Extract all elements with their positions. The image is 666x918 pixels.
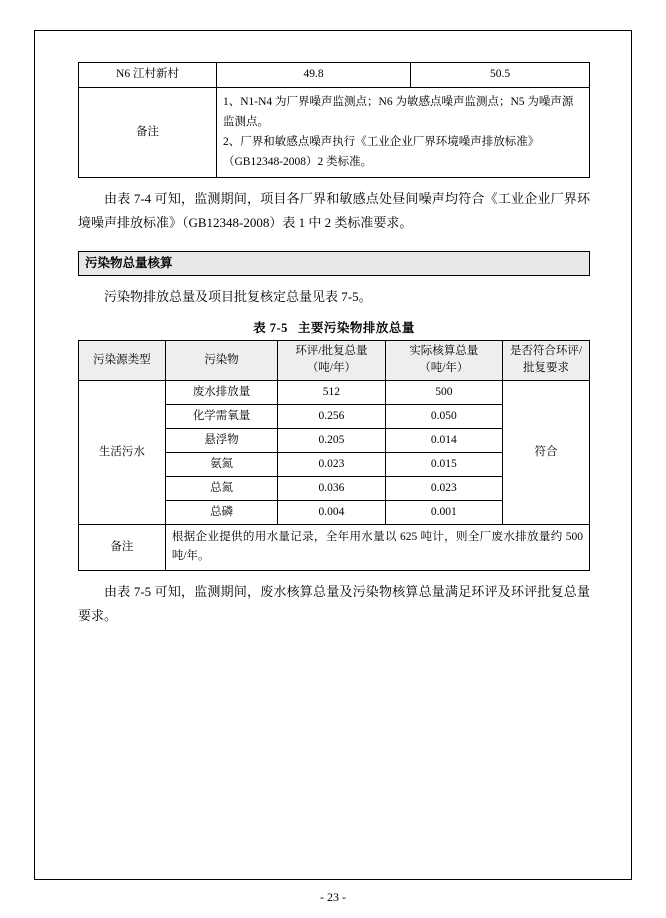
header-actual-total-unit: （吨/年） <box>419 362 469 375</box>
paragraph-total-conclusion: 由表 7-5 可知，监测期间，废水核算总量及污染物核算总量满足环评及环评批复总量要求。 <box>78 583 590 623</box>
noise-note-line-2: 2、厂界和敏感点噪声执行《工业企业厂界环境噪声排放标准》（GB12348-2008）2 类标准。 <box>222 136 540 169</box>
cell-actual: 0.014 <box>385 428 503 452</box>
table-row <box>79 380 590 404</box>
cell-actual: 500 <box>385 380 503 404</box>
noise-day-cell: 49.8 <box>216 63 410 88</box>
cell-source-type: 生活污水 <box>79 380 166 524</box>
paragraph-noise-conclusion: 由表 7-4 可知，监测期间，项目各厂界和敏感点处昼间噪声均符合《工业企业厂界环境噪声排放标准》（GB12348-2008）表 1 中 2 类标准要求。 <box>78 190 590 230</box>
table-row <box>79 63 590 88</box>
cell-approved: 512 <box>278 380 385 404</box>
cell-approved: 0.036 <box>278 476 385 500</box>
section-heading-total-pollutant: 污染物总量核算 <box>78 251 590 277</box>
cell-compliance: 符合 <box>503 380 590 524</box>
table-row-note <box>79 88 590 178</box>
noise-point-cell: N6 江村新村 <box>79 63 217 88</box>
header-compliance-line-1: 是否符合环评/ <box>509 345 583 358</box>
cell-actual: 0.001 <box>385 500 503 524</box>
header-actual-total <box>385 341 503 381</box>
table-75-title <box>78 318 590 336</box>
noise-night-cell: 50.5 <box>411 63 590 88</box>
table-row-note <box>79 524 590 570</box>
pollutant-total-table <box>78 340 590 571</box>
noise-note-line-1: 1、N1-N4 为厂界噪声监测点；N6 为敏感点噪声监测点；N5 为噪声源监测点。 <box>222 96 574 129</box>
cell-approved: 0.023 <box>278 452 385 476</box>
cell-approved: 0.205 <box>278 428 385 452</box>
table-75-note-text: 根据企业提供的用水量记录，全年用水量以 625 吨计，则全厂废水排放量约 500 吨/年。 <box>165 524 589 570</box>
cell-approved: 0.004 <box>278 500 385 524</box>
header-source-type: 污染源类型 <box>79 341 166 381</box>
header-compliance <box>503 341 590 381</box>
noise-monitoring-table <box>78 62 590 178</box>
paragraph-total-intro: 污染物排放总量及项目批复核定总量见表 7-5。 <box>104 289 372 305</box>
table-75-note-label: 备注 <box>79 524 166 570</box>
table-header-row <box>79 341 590 381</box>
cell-pollutant: 氨氮 <box>165 452 277 476</box>
table-75-caption: 主要污染物排放总量 <box>297 321 415 336</box>
cell-pollutant: 总氮 <box>165 476 277 500</box>
noise-note-label: 备注 <box>79 88 217 178</box>
cell-pollutant: 总磷 <box>165 500 277 524</box>
page-content <box>78 62 590 628</box>
table-75-number: 表 7-5 <box>253 321 288 336</box>
header-approved-total-label: 环评/批复总量 <box>295 345 368 358</box>
noise-note-cell <box>216 88 589 178</box>
header-pollutant: 污染物 <box>165 341 277 381</box>
cell-pollutant: 废水排放量 <box>165 380 277 404</box>
cell-approved: 0.256 <box>278 404 385 428</box>
cell-actual: 0.050 <box>385 404 503 428</box>
page-number: - 23 - <box>320 890 346 904</box>
cell-actual: 0.023 <box>385 476 503 500</box>
header-approved-total <box>278 341 385 381</box>
cell-actual: 0.015 <box>385 452 503 476</box>
header-approved-total-unit: （吨/年） <box>306 362 357 375</box>
header-compliance-line-2: 批复要求 <box>523 362 570 375</box>
cell-pollutant: 悬浮物 <box>165 428 277 452</box>
header-actual-total-label: 实际核算总量 <box>409 345 479 358</box>
cell-pollutant: 化学需氧量 <box>165 404 277 428</box>
